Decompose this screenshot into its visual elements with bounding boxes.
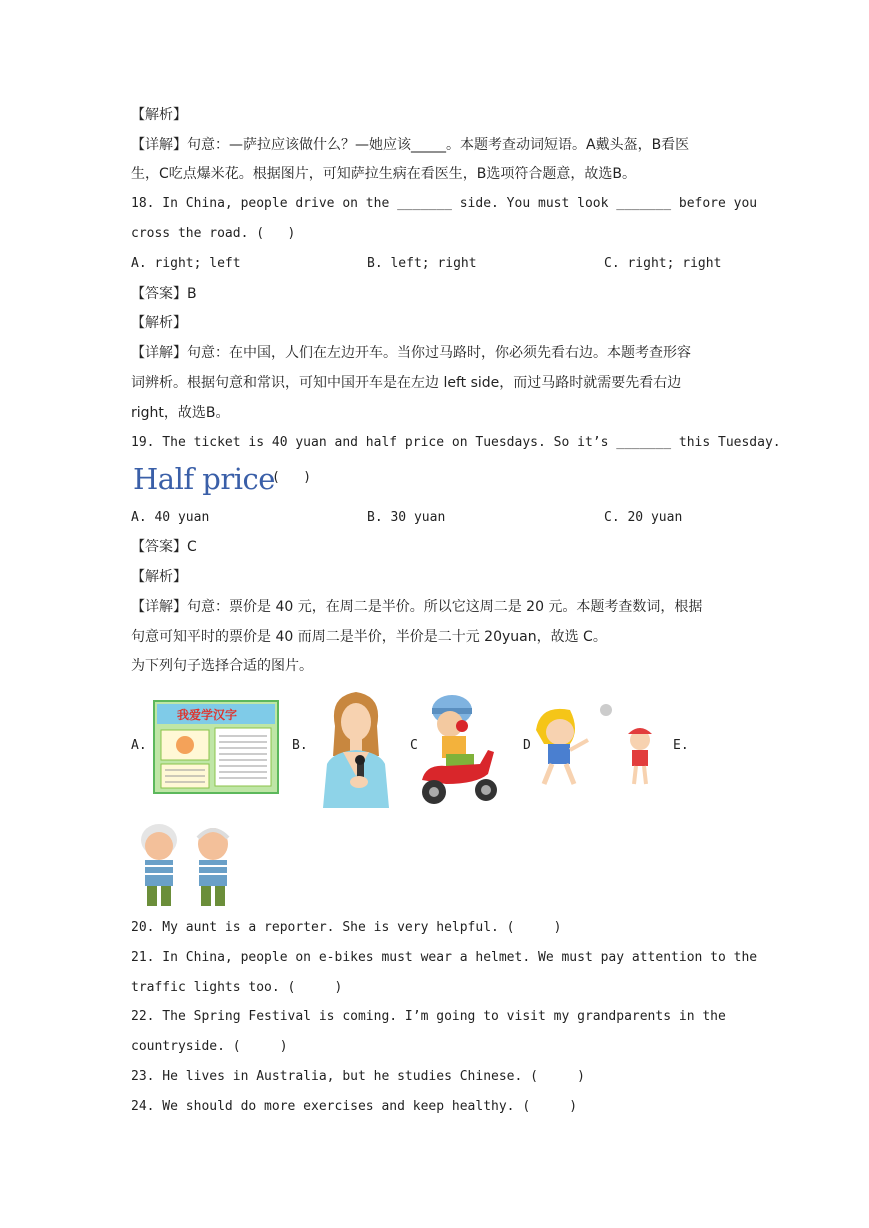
question-18-text: cross the road. ( )	[131, 226, 296, 241]
explanation-line: 词辨析。根据句意和常识，可知中国开车是在左边 left side，而过马路时就需要先看右边	[131, 375, 682, 391]
picture-label-b: B.	[292, 738, 308, 753]
answer-label: 【答案】B	[131, 286, 197, 302]
question-21-text: traffic lights too. ( )	[131, 980, 343, 995]
analysis-heading: 【解析】	[131, 107, 187, 123]
question-19-text: 19. The ticket is 40 yuan and half price on Tuesdays. So it’s _______ this Tuesday.	[131, 435, 781, 450]
option-b: B. left; right	[367, 256, 477, 271]
option-a: A. right; left	[131, 256, 241, 271]
reporter-image	[313, 686, 399, 808]
question-22-text: 22. The Spring Festival is coming. I’m going to visit my grandparents in the	[131, 1009, 726, 1024]
chinese-poster-image	[153, 700, 279, 794]
answer-blank: ( )	[272, 470, 312, 485]
picture-label-e: E.	[673, 738, 689, 753]
instruction-text: 为下列句子选择合适的图片。	[131, 658, 313, 674]
option-a: A. 40 yuan	[131, 510, 210, 525]
half-price-image-text: Half price	[133, 462, 275, 496]
explanation-line: 【详解】句意：—萨拉应该做什么？—她应该_____。本题考查动词短语。A戴头盔，B看医	[131, 137, 690, 153]
option-b: B. 30 yuan	[367, 510, 446, 525]
question-18-text: 18. In China, people drive on the _______ side. You must look _______ before you	[131, 196, 758, 211]
analysis-heading: 【解析】	[131, 569, 187, 585]
explanation-line: 【详解】句意：在中国，人们在左边开车。当你过马路时，你必须先看右边。本题考查形容	[131, 345, 691, 361]
explanation-line: 【详解】句意：票价是 40 元，在周二是半价。所以它这周二是 20 元。本题考查数词，根据	[131, 599, 703, 615]
analysis-heading: 【解析】	[131, 315, 187, 331]
picture-label-a: A.	[131, 738, 147, 753]
question-23-text: 23. He lives in Australia, but he studies Chinese. ( )	[131, 1069, 585, 1084]
explanation-line: 句意可知平时的票价是 40 而周二是半价，半价是二十元 20yuan，故选 C。	[131, 629, 607, 645]
question-21-text: 21. In China, people on e-bikes must wear a helmet. We must pay attention to the	[131, 950, 758, 965]
option-c: C. 20 yuan	[604, 510, 683, 525]
poster-title: 我爱学汉字	[177, 708, 238, 722]
badminton-kids-image	[530, 700, 660, 792]
explanation-line: right，故选B。	[131, 405, 230, 421]
scooter-rider-image	[416, 688, 502, 808]
grandparents-image	[131, 818, 241, 910]
explanation-line: 生，C吃点爆米花。根据图片，可知萨拉生病在看医生，B选项符合题意，故选B。	[131, 166, 636, 182]
question-22-text: countryside. ( )	[131, 1039, 288, 1054]
option-c: C. right; right	[604, 256, 722, 271]
answer-label: 【答案】C	[131, 539, 197, 555]
picture-label-d: D	[523, 738, 531, 753]
question-20-text: 20. My aunt is a reporter. She is very helpful. ( )	[131, 920, 562, 935]
question-24-text: 24. We should do more exercises and keep healthy. ( )	[131, 1099, 578, 1114]
picture-label-c: C	[410, 738, 418, 753]
